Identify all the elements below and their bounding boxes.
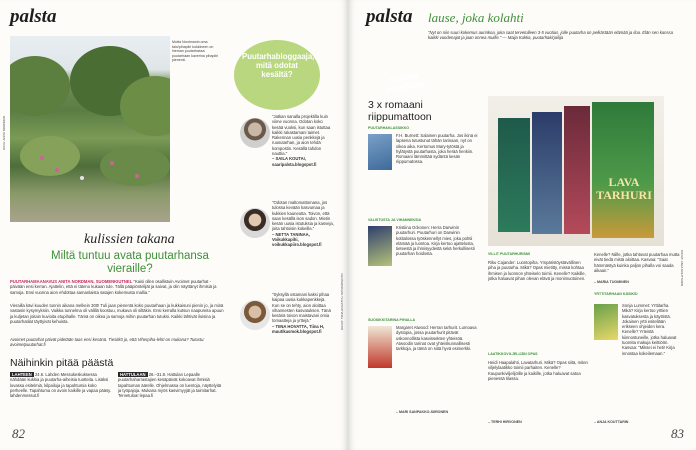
quote-author: – TIINA HOVATTA, Tiina H, muutikasmok.blogspot.fi bbox=[272, 323, 325, 335]
quote-heading: lause, joka kolahti bbox=[428, 10, 524, 25]
garden-photo bbox=[10, 36, 170, 222]
book-cover bbox=[594, 304, 618, 340]
book-review: F.H. Burnett: Salainen puutarha. Jos ikinä ei lapsena tutustunut tähän tarinaan, nyt on oikea aika. Kertomus Mary-tytöstä ja hylätystä puutarhasta, joka herää henkiin. Romaani lämmittää sydäntä kesän riippumatossa. bbox=[396, 133, 478, 165]
event-label: HATTULAAN bbox=[120, 372, 146, 377]
photo-credit: KUVA: ANITA NORDMAN bbox=[2, 115, 6, 150]
avatar bbox=[240, 118, 270, 148]
section-brand: palsta bbox=[10, 6, 57, 27]
review-right-1: Kenelle? Niille, jotka tahtovat puutarhaa mutta eivät tiedä mistä aloittaa. Kasvaa: "Saat hämmästyä kuinka paljon pihalla voi saada aikaan." bbox=[594, 252, 680, 273]
review-author: – ANJA KOUTTARIN bbox=[594, 420, 629, 424]
book-label: PUUTARHAKLASSIKKO bbox=[368, 126, 410, 130]
right-page bbox=[348, 0, 696, 450]
intro bbox=[10, 279, 224, 301]
avatar bbox=[240, 208, 270, 238]
review-author: – MARIA TUOMINEN bbox=[594, 280, 629, 284]
ribbon-text: toimitus suosittelee bbox=[385, 71, 426, 94]
quote-3 bbox=[272, 292, 334, 396]
section-title: Näihinkin pitää päästä bbox=[10, 357, 114, 369]
quote-text: "Syksyllä ostamani kaksi pihaa kaipaa uusia kukkapenkkejä. Kun se on tehty, aion aloittaa vihannesten kasvatuksen. Tänä kesänä toivon maistavani omia tomaatteja ja yrttejä." bbox=[272, 292, 331, 324]
event-text: 24.6. Lahden Messukeskuksessa nähdään kukkia ja puutarha-aiheisia tuotteita. Lisäksi luvassa esitelmiä, kilpailuja ja tapahtumia koko perheelle. Tapahtuma on avoin kaikille ja vapaa pääsy. lahdenmessut.fi bbox=[10, 372, 112, 399]
intro-prefix: PUUTARHAMAANAVUS ANITA NORDMAN, SUOMENKIUTNEL bbox=[10, 279, 133, 284]
avatar bbox=[240, 300, 270, 330]
note bbox=[10, 337, 224, 348]
review-author: – TERHI HIRVONEN bbox=[488, 420, 522, 424]
review-label: LAATIKKOVILJELIJÄN OPAS bbox=[488, 352, 538, 356]
bubble-text: Puutarhabloggaaja, mitä odotat kesältä? bbox=[242, 52, 315, 80]
review-right-2: Sonja Lummet: Yrttitarha. Mikä? Kirja kertoo yrttien kasvatuksesta ja käytöstä. Jokainen yrtti esitellään erikseen ohjeiden kera. Kenelle? Yrteistä kiinnostuneille, jotka haluavat tuoreita makuja keittiöön. Kasvaa: "Miksei ei heti! Kirja innostaa kokeilemaan." bbox=[622, 303, 677, 356]
book-cover bbox=[368, 326, 392, 368]
quote-author: – SAILA KOUTAI, saaripalsta.blogspot.fi bbox=[272, 156, 317, 167]
book-label: SUOSIKKITARINA PIHALLA bbox=[368, 318, 416, 322]
note-text: päivät pidetään taas ensi kesänä. Tiesitkö jo, että Viherpiha-lehti on mukana? Tutustu: avoimetpuutarhat.fi bbox=[10, 337, 205, 348]
quote-author: – NETTA TANINAA, Voikukkapihi, voikukkapiiro.blogspot.fi bbox=[272, 231, 322, 248]
side-credit: KUVAT: TIINA HOVATTA / ISTOCKPHOTO bbox=[340, 273, 344, 330]
quote-text: "Odotan maltomattomana, jos tulossa kevään kasvumaa ja kukkien kauneutta. Toivon, että saan kesällä ison sadon. Mietin kesän uusia istutuksia ja kasveja, joita tahtoisin kokeilla." bbox=[272, 200, 334, 232]
book-cover bbox=[368, 226, 392, 266]
event-label: LAHTEEN bbox=[12, 372, 32, 377]
quote-text: "Jatkan sanalla projektilla kuin viime vuonna. Odotan koko kesää vuoksi, kun saan istuttaa kaikki rakastamani taimet. Rakennan uusia penkkejä ja ruusutarhan, ja aion tehdä kompostin. Kesällä tahdon nauttia." bbox=[272, 114, 331, 157]
headline: Miltä tuntuu avata puutarhansa vieraille? bbox=[51, 250, 209, 275]
book-cover bbox=[368, 134, 392, 170]
body-text: Vierailla kävi kuuden tunnin aikana melkein 300! Tuli jaan pienentä koko puutarhaan ja kukkaisuni pienin jo, ja minä vastasin kysymyksiin. Vaikka tunnelma oli välillä koostuu, mukava oli siltäkin. Ensi kerralla kutsun naapureita apuun ja kuljetan joitain kuvioita etupihalle. Tämä on oikea ja samoja mihin puutarhan tutuksi. Kaikki lähtivät iloisina ja puutarhatilat täyttyivät kehuista. bbox=[10, 303, 224, 324]
section-brand: palsta bbox=[366, 6, 413, 27]
book-cover-title: LAVA TARHURI bbox=[596, 175, 652, 202]
note-label: Avoimet puutarhat bbox=[10, 337, 44, 342]
page-number: 82 bbox=[12, 426, 25, 441]
side-credit: KUVAT: ANJA KOUTTARIN bbox=[680, 250, 684, 287]
books-photo bbox=[488, 96, 664, 246]
photo-caption: Mutta Nordmanin oma talo/pihapiiri kukkineen on hieman puutarhassa puutarhaan kaverina pihapiiri pienenä. bbox=[172, 40, 219, 63]
page-number: 83 bbox=[671, 426, 684, 441]
event-hattula bbox=[118, 372, 224, 434]
review-label: YRTTITARHAAN KÄSIKSI bbox=[594, 292, 638, 296]
quote-1 bbox=[272, 114, 334, 176]
review-lava: Heidi Haapalahti, Lavatarhuri. Mikä? Opas siitä, miten viljelylaatikko toimii parhaiten. Kenelle? Kaupunkiviljelijöille ja kaikille, jotka haluavat satoa pienessä tilassa. bbox=[488, 360, 588, 381]
event-text: 26.–31.8. Hattulan Lepaalle puutarhaharrastajien kesäpäivät kokoavat ihmisiä tapahtuman äärelle. Ohjelmassa on luentoja, näyttelyitä ja työpajoja. Mukana myös kasvimyyjät ja taimitarhat. Tervetuloa! lepaa.fi bbox=[118, 372, 222, 399]
book-review: Margaret Atwood: Herran tarhurit. Lumoava dystopia, jossa puutarhurit pitävät uskonnollista kasvissekten yhteisöä. Atwoodin tarinat ovat yhteiskunnallisesti tarkkoja, ja tämä on siitä hyvä esimerkki. bbox=[396, 325, 477, 352]
book-review: Kristiina Ockonen: Herra Darwinin puutarhuri. Puutarhuri on Darwinin kotitalossa työskennellyt mies, joka pohtii elämää ja luontoa. Kirja kertoo ajattelusta, tieteestä ja ihmisyydestä sekä herkullisesti puutarhan hoidosta. bbox=[396, 225, 475, 257]
books-title: 3 x romaani riippumattoon bbox=[368, 99, 432, 123]
kicker: kulissien takana bbox=[84, 232, 175, 247]
review-villit: Riku Cajander: Luontopiha. Ympäristöystävällinen piha ja puutarha. Mikä? Opas mietitty, missä kohtaa ihmisen ja luonnon yhteiselo toimii. Kenelle? Kaikille, jotka haluavat pihan olevan elävä ja monimuotoinen. bbox=[488, 260, 586, 281]
book-label: VALISTUSTA JA VIHANNEKSIA bbox=[368, 218, 422, 222]
quote-2 bbox=[272, 200, 334, 270]
book-author: – MARI SANPAKKO-SIIRONEN bbox=[396, 410, 449, 414]
review-label: VILLIT PUUTARHURISMI bbox=[488, 252, 530, 256]
event-lahti bbox=[10, 372, 112, 434]
quote-body: "Nyt on niin suuri kokemus aurinkoa, joka saat tervetulleen 3-5 vuotias, jolle puutarha on pelkästään elämää ja iloa. Elän sen kanssa kaikki vuodenajat ja jaan onnea muille." — Maija Kukka, puutarhakirjailija bbox=[428, 30, 673, 41]
intro-text: "Kaisi ollen osallistuin Avoimet puutarhat -päivään ensi kerran. Ajattelin, että ei täteno kukaan tule. Tällä pääpiöntelijät ja saivat, ja olin näyttänyt ihmisiä ja samoja. Ensi vuonna aion ehdottaa samanlaista satajen kokemusta mallia." bbox=[10, 279, 217, 295]
